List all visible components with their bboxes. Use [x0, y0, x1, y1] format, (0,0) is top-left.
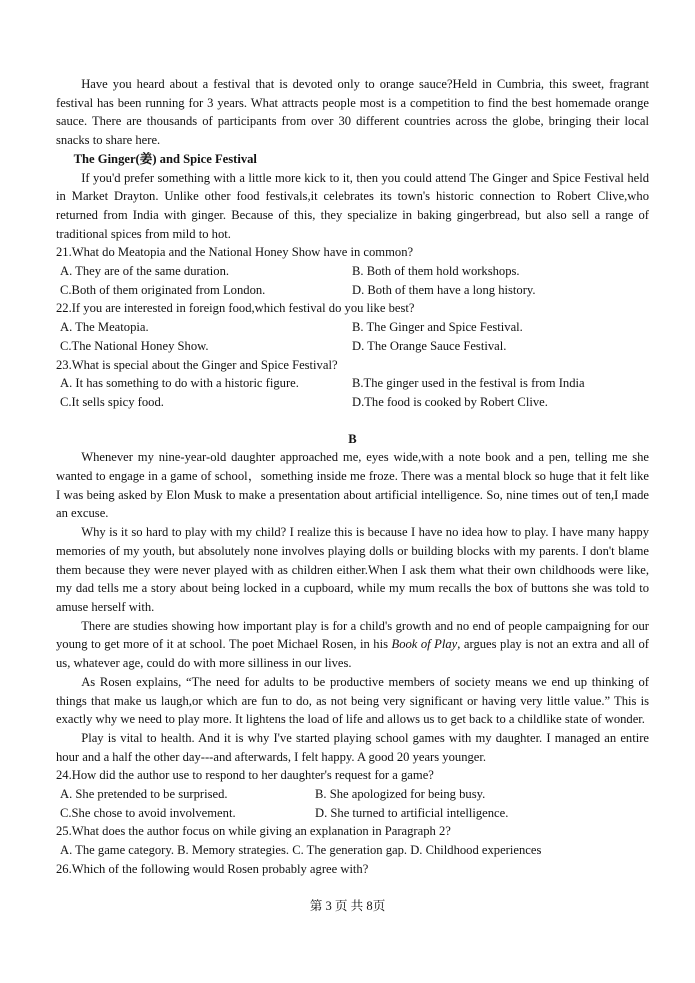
- option-24d: D. She turned to artificial intelligence.: [315, 805, 509, 820]
- option-24b: B. She apologized for being busy.: [315, 787, 486, 802]
- page-footer: 第 3 页 共 8页: [309, 899, 386, 913]
- passage-a-paragraph-1: Have you heard about a festival that is devoted only to orange sauce?Held in Cumbria, this sweet, fragrant festival has been running for 3 years. What attracts people most is a competition to find the best homemade orange sauce. There are thousands of participants from over 30 different countries across the globe, bringing their local snacks to share here.: [56, 77, 649, 148]
- question-22-options-row-2: [56, 337, 649, 356]
- option-21c: C.Both of them originated from London.: [60, 282, 266, 297]
- ginger-festival-heading: The Ginger(姜) and Spice Festival: [73, 151, 257, 166]
- question-25-options: [56, 841, 649, 860]
- question-24-options-row-1: [56, 785, 649, 804]
- question-21: 21.What do Meatopia and the National Honey Show have in common?: [56, 245, 414, 260]
- passage-b-paragraph-2: Why is it so hard to play with my child? I realize this is because I have no idea how to play. I have many happy memories of my youth, but absolutely none involves playing dolls or building blocks with my parents. I don't blame them because they were never played with as children either.When I ask them what their own childhoods were like, my dad tells me a story about being locked in a cupboard, while my mum recalls the box of buttons she was told to amuse herself with.: [56, 525, 649, 614]
- option-23d: D.The food is cooked by Robert Clive.: [352, 394, 548, 409]
- option-22a: A. The Meatopia.: [60, 320, 149, 335]
- option-23c: C.It sells spicy food.: [60, 394, 164, 409]
- option-21a: A. They are of the same duration.: [60, 264, 230, 279]
- section-b-label: B: [348, 431, 357, 446]
- passage-b-paragraph-3: [56, 617, 649, 673]
- question-24-options-row-2: [56, 804, 649, 823]
- passage-a-paragraph-2: If you'd prefer something with a little more kick to it, then you could attend The Ginger and Spice Festival held in Market Drayton. Unlike other food festivals,it celebrates its town's historic connection to Robert Clive,who returned from India with ginger. Because of this, they specialize in baking gingerbread, but also sell a range of traditional spices from mild to hot.: [56, 170, 649, 241]
- option-22b: B. The Ginger and Spice Festival.: [352, 320, 523, 335]
- option-24a: A. She pretended to be surprised.: [60, 787, 228, 802]
- paragraph-3-text-after: , argues play is not an extra and all of us, whatever age, could do with more silliness in our lives.: [56, 637, 649, 671]
- book-title: Book of Play: [391, 637, 458, 652]
- passage-b-paragraph-5: Play is vital to health. And it is why I've started playing school games with my daughter. I managed an entire hour and a half the other day---and afterwards, I felt happy. A good 20 years younger.: [56, 730, 649, 764]
- option-21b: B. Both of them hold workshops.: [352, 264, 520, 279]
- option-22c: C.The National Honey Show.: [60, 338, 209, 353]
- question-24: 24.How did the author use to respond to her daughter's request for a game?: [56, 768, 434, 783]
- question-23-options-row-2: [56, 393, 649, 412]
- question-21-options-row-2: [56, 281, 649, 300]
- option-22d: D. The Orange Sauce Festival.: [352, 338, 507, 353]
- option-24c: C.She chose to avoid involvement.: [60, 805, 236, 820]
- question-22: 22.If you are interested in foreign food,which festival do you like best?: [56, 301, 415, 316]
- passage-b-paragraph-1: Whenever my nine-year-old daughter approached me, eyes wide,with a note book and a pen, telling me she wanted to engage in a game of school，something inside me froze. There was a mental block so huge that it felt like I was being asked by Elon Musk to make a presentation about artificial intelligence. So, nine times out of ten,I made an excuse.: [56, 450, 649, 521]
- passage-b-paragraph-4: As Rosen explains, “The need for adults to be productive members of society means we end up thinking of things that make us laugh,or which are fun to do, as not being very significant or having very little value.” This is exactly why we need to play more. It lightens the load of life and allows us to get back to a childlike state of wonder.: [56, 674, 649, 727]
- option-23a: A. It has something to do with a historic figure.: [60, 376, 299, 391]
- question-26: 26.Which of the following would Rosen probably agree with?: [56, 861, 369, 876]
- question-23-options-row-1: [56, 374, 649, 393]
- question-22-options-row-1: [56, 318, 649, 337]
- question-23: 23.What is special about the Ginger and Spice Festival?: [56, 357, 338, 372]
- page-content: [56, 75, 649, 879]
- question-25-inline-options: A. The game category. B. Memory strategies. C. The generation gap. D. Childhood experiences: [60, 843, 542, 858]
- question-21-options-row-1: [56, 262, 649, 281]
- paragraph-3-text-before: There are studies showing how important play is for a child's growth and no end of people campaigning for our young to get more of it at school. The poet Michael Rosen, in his: [56, 618, 649, 652]
- question-25: 25.What does the author focus on while giving an explanation in Paragraph 2?: [56, 824, 451, 839]
- option-23b: B.The ginger used in the festival is from India: [352, 376, 585, 391]
- option-21d: D. Both of them have a long history.: [352, 282, 536, 297]
